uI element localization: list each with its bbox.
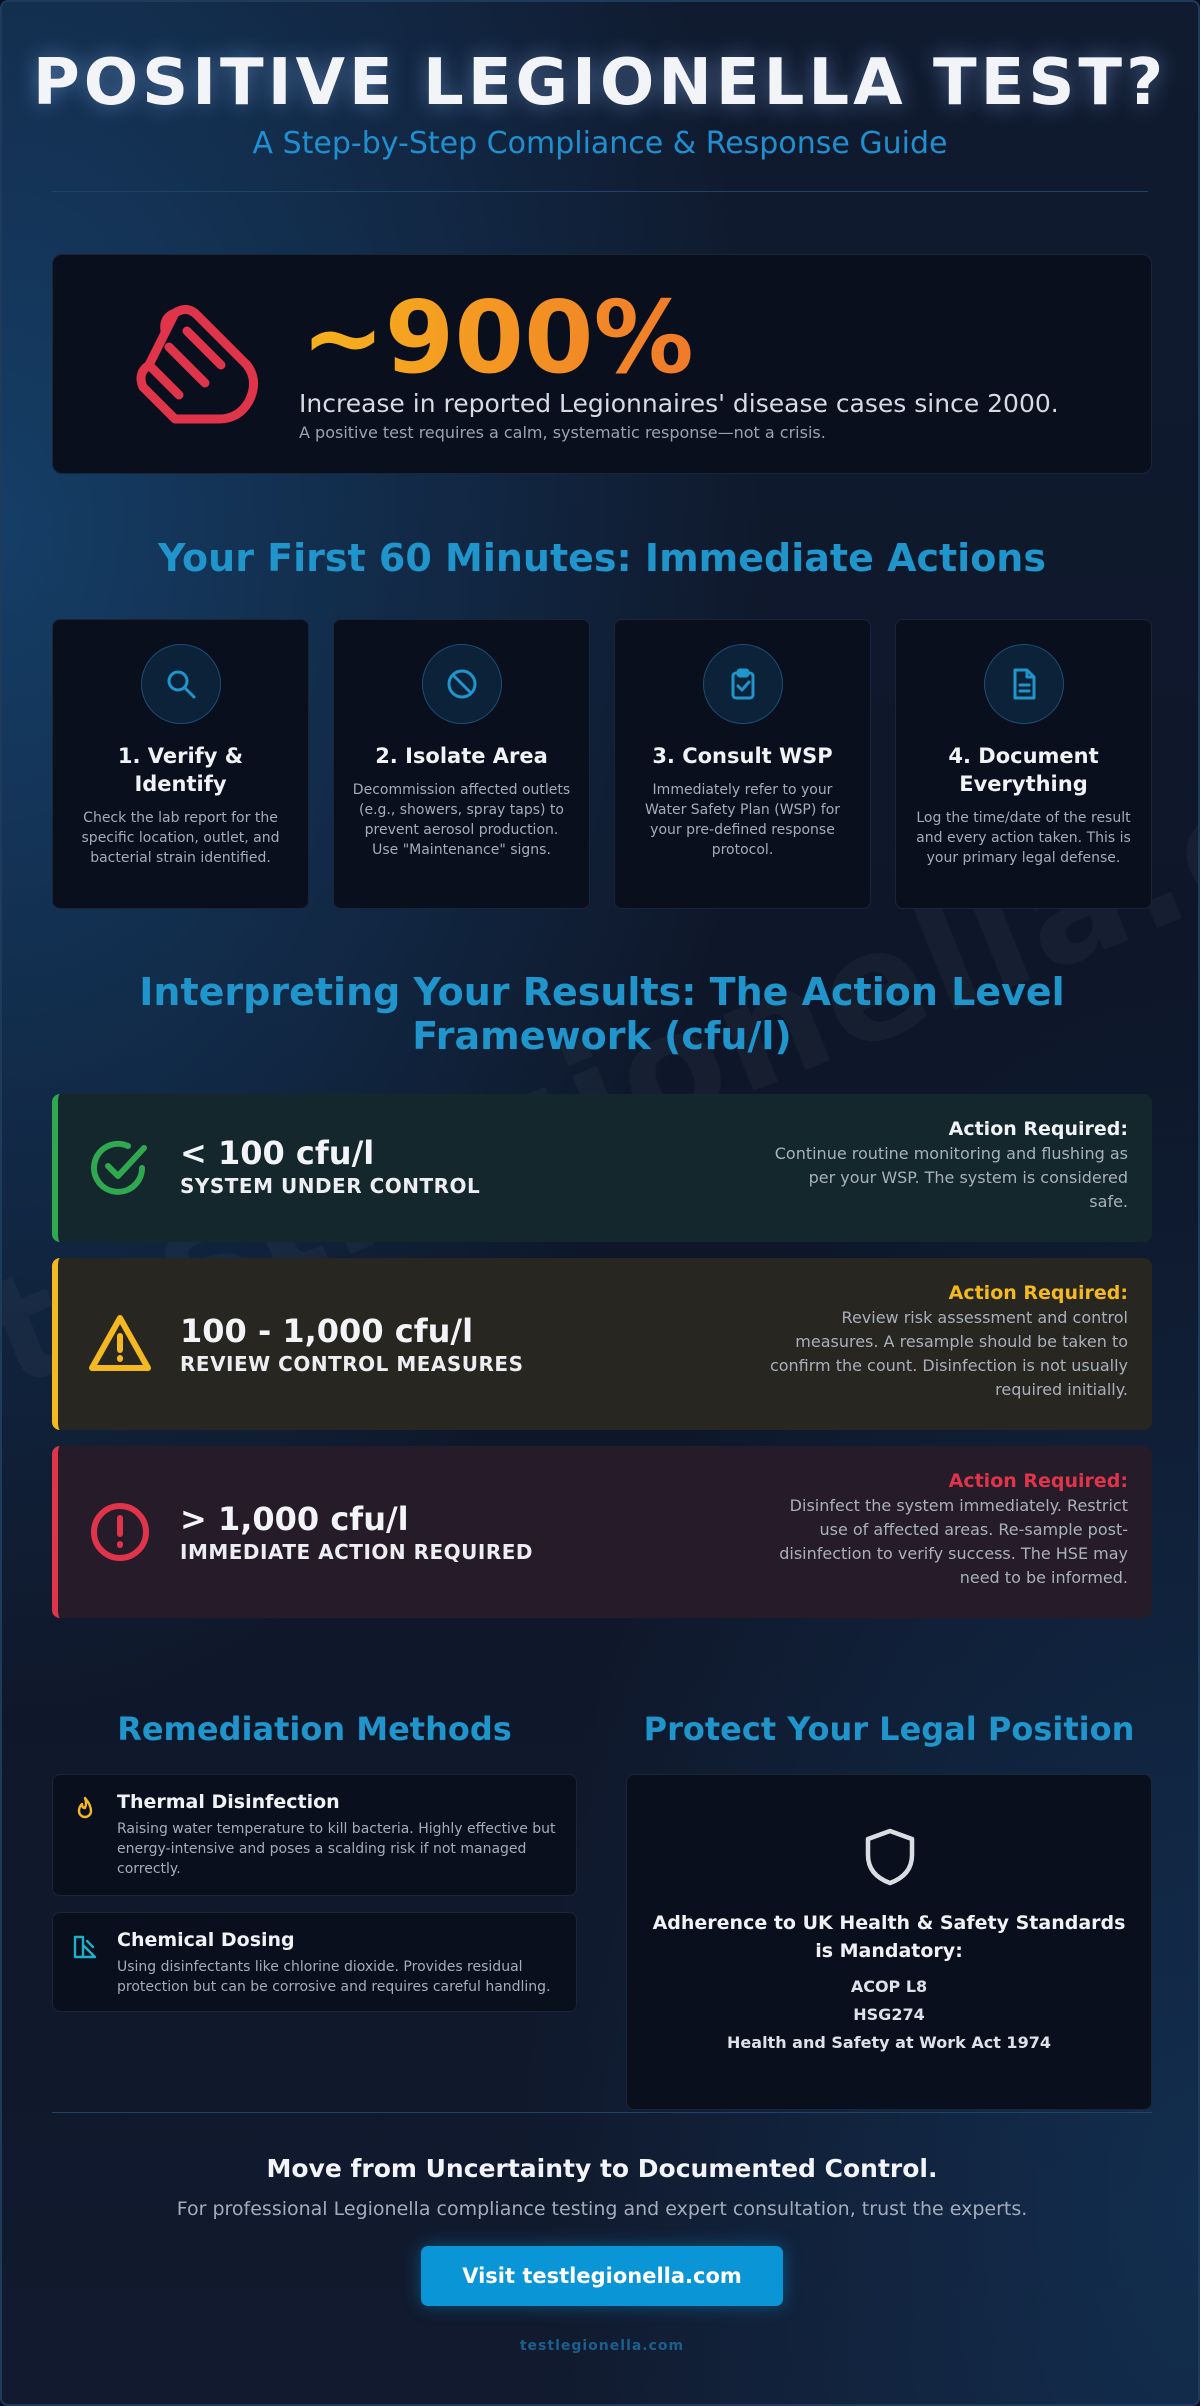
header bbox=[2, 2, 1198, 192]
level-range: < 100 cfu/l bbox=[180, 1134, 375, 1172]
stat-note: A positive test requires a calm, systematic response—not a crisis. bbox=[299, 423, 826, 442]
page-title: POSITIVE LEGIONELLA TEST? bbox=[32, 46, 1168, 120]
level-action-text: Review risk assessment and control measures. A resample should be taken to confirm the count. Disinfection is not usually required initially. bbox=[769, 1308, 1128, 1399]
step-card-verify bbox=[52, 619, 309, 909]
level-action-head: Action Required: bbox=[948, 1282, 1128, 1304]
alert-circle-icon bbox=[88, 1500, 152, 1564]
step-title: 1. Verify & Identify bbox=[117, 744, 244, 796]
step-text: Check the lab report for the specific location, outlet, and bacterial strain identified. bbox=[81, 810, 280, 866]
stat-value: ~900% bbox=[301, 279, 694, 396]
cta-text: For professional Legionella compliance testing and expert consultation, trust the experts. bbox=[176, 2198, 1028, 2220]
step-card-consult bbox=[614, 619, 871, 909]
step-text: Immediately refer to your Water Safety Plan (WSP) for your pre-defined response protocol. bbox=[644, 782, 841, 858]
remediation-method-title: Chemical Dosing bbox=[117, 1929, 295, 1951]
level-range: > 1,000 cfu/l bbox=[180, 1500, 409, 1538]
document-icon bbox=[1006, 666, 1042, 702]
visit-website-button[interactable]: Visit testlegionella.com bbox=[421, 2246, 783, 2306]
chemical-icon bbox=[71, 1933, 99, 1961]
cta-title: Move from Uncertainty to Documented Control. bbox=[266, 2154, 938, 2183]
footer-divider bbox=[52, 2112, 1152, 2113]
search-icon bbox=[163, 666, 199, 702]
level-action-text: Continue routine monitoring and flushing as per your WSP. The system is considered safe. bbox=[774, 1144, 1128, 1211]
clipboard-check-icon bbox=[725, 666, 761, 702]
level-action-text: Disinfect the system immediately. Restrict use of affected areas. Re-sample post-disinfection to verify success. The HSE may need to be informed. bbox=[779, 1496, 1128, 1587]
legal-standard: HSG274 bbox=[853, 2005, 925, 2024]
remediation-method-text: Raising water temperature to kill bacteria. Highly effective but energy-intensive and poses a scalding risk if not managed correctly. bbox=[117, 1821, 556, 1877]
remediation-title: Remediation Methods bbox=[117, 1710, 512, 1748]
remediation-method-text: Using disinfectants like chlorine dioxide. Provides residual protection but can be corrosive and requires careful handling. bbox=[117, 1959, 551, 1995]
action-levels-title: Interpreting Your Results: The Action Level Framework (cfu/l) bbox=[139, 970, 1065, 1058]
legal-card bbox=[626, 1774, 1152, 2110]
shield-icon bbox=[864, 1827, 916, 1887]
level-card-review bbox=[52, 1258, 1152, 1430]
step-text: Log the time/date of the result and every action taken. This is your primary legal defense. bbox=[916, 810, 1131, 866]
step-title: 2. Isolate Area bbox=[375, 744, 548, 768]
level-card-immediate bbox=[52, 1446, 1152, 1618]
legal-standard: ACOP L8 bbox=[850, 1977, 928, 1996]
level-label: REVIEW CONTROL MEASURES bbox=[180, 1352, 524, 1376]
level-action-head: Action Required: bbox=[948, 1118, 1128, 1140]
flame-icon bbox=[71, 1795, 99, 1823]
page-subtitle: A Step-by-Step Compliance & Response Guide bbox=[252, 126, 948, 161]
remediation-card-thermal bbox=[52, 1774, 577, 1896]
level-card-control bbox=[52, 1094, 1152, 1242]
level-action-head: Action Required: bbox=[948, 1470, 1128, 1492]
stat-headline: Increase in reported Legionnaires' disease cases since 2000. bbox=[299, 389, 1059, 418]
step-card-document bbox=[895, 619, 1152, 909]
level-label: SYSTEM UNDER CONTROL bbox=[180, 1174, 481, 1198]
step-text: Decommission affected outlets (e.g., showers, spray taps) to prevent aerosol production. Use "Maintenance" signs. bbox=[352, 782, 571, 858]
step-card-isolate bbox=[333, 619, 590, 909]
remediation-card-chemical bbox=[52, 1912, 577, 2012]
warning-triangle-icon bbox=[88, 1312, 152, 1376]
legal-standard: Health and Safety at Work Act 1974 bbox=[727, 2033, 1051, 2052]
step-title: 4. Document Everything bbox=[948, 744, 1099, 796]
header-divider bbox=[52, 191, 1148, 192]
shower-head-icon bbox=[135, 301, 267, 433]
legal-heading: Adherence to UK Health & Safety Standards is Mandatory: bbox=[652, 1912, 1126, 1962]
immediate-actions-title: Your First 60 Minutes: Immediate Actions bbox=[158, 536, 1046, 580]
legal-title: Protect Your Legal Position bbox=[643, 1710, 1135, 1748]
immediate-steps bbox=[52, 619, 1152, 909]
stat-card bbox=[52, 254, 1152, 474]
level-label: IMMEDIATE ACTION REQUIRED bbox=[180, 1540, 533, 1564]
ban-icon bbox=[444, 666, 480, 702]
remediation-method-title: Thermal Disinfection bbox=[117, 1791, 340, 1813]
level-range: 100 - 1,000 cfu/l bbox=[180, 1312, 474, 1350]
footer-link[interactable]: testlegionella.com bbox=[519, 2338, 685, 2354]
check-circle-icon bbox=[88, 1136, 152, 1200]
step-title: 3. Consult WSP bbox=[652, 744, 833, 768]
